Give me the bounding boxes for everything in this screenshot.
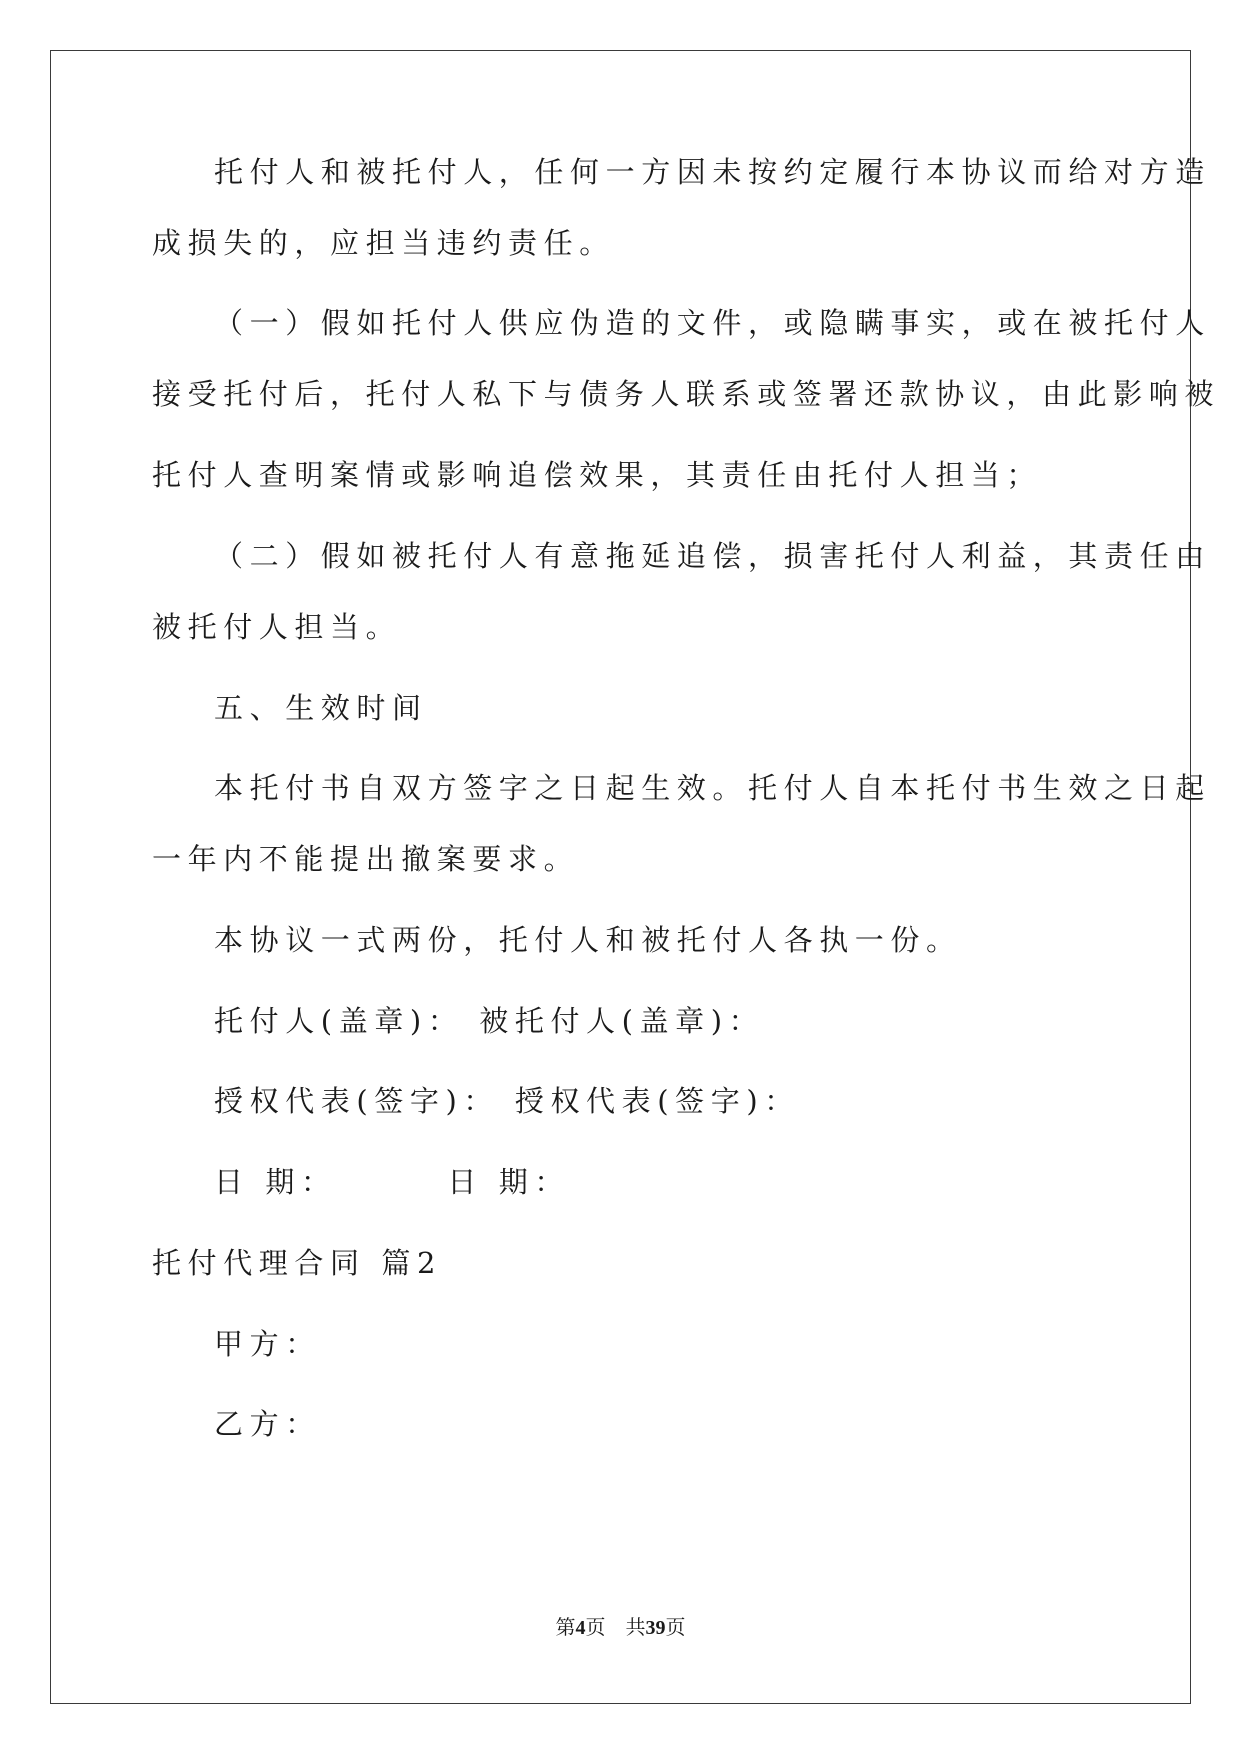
party-b-line: 乙方：: [214, 1407, 321, 1441]
text-line: 本托付书自双方签字之日起生效。托付人自本托付书生效之日起: [214, 771, 1211, 805]
text-line: 成损失的，应担当违约责任。: [152, 226, 615, 260]
text-line: （一）假如托付人供应伪造的文件，或隐瞒事实，或在被托付人: [214, 306, 1211, 340]
seal-line: 托付人(盖章)： 被托付人(盖章)：: [214, 1004, 765, 1038]
text-line: 被托付人担当。: [152, 610, 402, 644]
page-number: 4: [575, 1617, 586, 1639]
total-suffix: 页: [665, 1617, 686, 1639]
text-line: 本协议一式两份，托付人和被托付人各执一份。: [214, 923, 962, 957]
signature-line: 授权代表(签字)： 授权代表(签字)：: [214, 1084, 800, 1118]
page-footer: [0, 1616, 1241, 1640]
text-line: （二）假如被托付人有意拖延追偿，损害托付人利益，其责任由: [214, 539, 1211, 573]
text-line: 托付人和被托付人，任何一方因未按约定履行本协议而给对方造: [214, 155, 1211, 189]
section-heading: 五、生效时间: [214, 691, 428, 725]
text-line: 托付人查明案情或影响追偿效果，其责任由托付人担当；: [152, 458, 1043, 492]
text-line: 接受托付后，托付人私下与债务人联系或签署还款协议，由此影响被: [152, 377, 1221, 411]
total-prefix: 共: [625, 1617, 646, 1639]
page-prefix: 第: [555, 1617, 576, 1639]
party-a-line: 甲方：: [214, 1327, 321, 1361]
page-suffix: 页: [585, 1617, 606, 1639]
total-pages: 39: [645, 1617, 666, 1639]
date-line: 日 期： 日 期：: [214, 1165, 570, 1199]
text-line: 一年内不能提出撤案要求。: [152, 842, 580, 876]
contract-title: 托付代理合同 篇2: [152, 1246, 443, 1280]
